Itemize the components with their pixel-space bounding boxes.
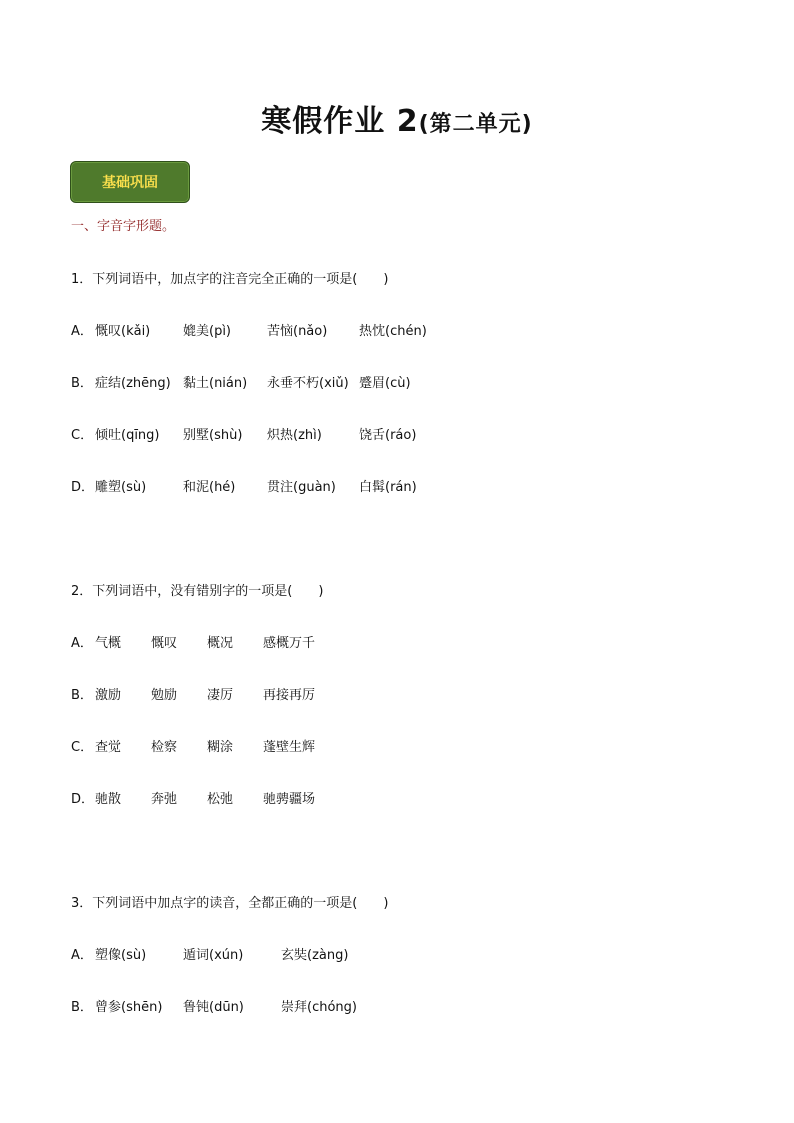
option-item: 慨叹(kǎi)	[95, 324, 151, 339]
question-1-stem: 1．下列词语中，加点字的注音完全正确的一项是( )	[71, 272, 389, 287]
option-item: 永垂不朽(xiǔ)	[267, 376, 349, 391]
option-item: 苦恼(nǎo)	[267, 324, 328, 339]
option-letter: A．	[71, 324, 93, 339]
option-item: 松弛	[207, 792, 234, 807]
option-item: 奔弛	[151, 792, 178, 807]
option-item: 曾参(shēn)	[95, 1000, 163, 1015]
option-letter: A．	[71, 948, 93, 963]
option-item: 检察	[151, 740, 178, 755]
option-letter: B．	[71, 376, 93, 391]
option-item: 塑像(sù)	[95, 948, 147, 963]
question-3-option-b	[71, 996, 771, 1016]
title-sub: (第二单元)	[418, 112, 533, 137]
option-item: 气概	[95, 636, 122, 651]
option-letter: B．	[71, 1000, 93, 1015]
question-3-option-a	[71, 944, 771, 964]
question-1-option-a	[71, 320, 771, 340]
option-item: 崇拜(chóng)	[281, 1000, 357, 1015]
option-item: 热忱(chén)	[359, 324, 427, 339]
option-item: 蹙眉(cù)	[359, 376, 411, 391]
question-1-option-c	[71, 424, 771, 444]
question-1-option-d	[71, 476, 771, 496]
option-letter: C．	[71, 740, 94, 755]
option-item: 倾吐(qīng)	[95, 428, 160, 443]
option-item: 别墅(shù)	[183, 428, 243, 443]
option-letter: D．	[71, 792, 95, 807]
option-letter: A．	[71, 636, 93, 651]
option-item: 鲁钝(dūn)	[183, 1000, 244, 1015]
page-title	[0, 96, 794, 140]
option-item: 遁词(xún)	[183, 948, 244, 963]
option-item: 症结(zhēng)	[95, 376, 171, 391]
title-main: 寒假作业 2	[261, 104, 419, 139]
option-item: 驰骋疆场	[263, 792, 316, 807]
option-item: 慨叹	[151, 636, 178, 651]
section-badge: 基础巩固	[70, 161, 190, 203]
option-item: 媲美(pì)	[183, 324, 232, 339]
option-item: 激励	[95, 688, 122, 703]
question-1-option-b	[71, 372, 771, 392]
option-item: 感概万千	[263, 636, 316, 651]
option-item: 凄厉	[207, 688, 234, 703]
option-item: 白髯(rán)	[359, 480, 417, 495]
question-2-option-c	[71, 736, 771, 756]
option-item: 贯注(guàn)	[267, 480, 336, 495]
option-item: 再接再厉	[263, 688, 316, 703]
option-item: 查觉	[95, 740, 122, 755]
question-2-stem: 2．下列词语中，没有错别字的一项是( )	[71, 584, 324, 599]
question-2-option-a	[71, 632, 771, 652]
question-2-option-d	[71, 788, 771, 808]
option-letter: B．	[71, 688, 93, 703]
option-item: 炽热(zhì)	[267, 428, 322, 443]
option-item: 玄奘(zàng)	[281, 948, 349, 963]
question-3-stem: 3．下列词语中加点字的读音，全都正确的一项是( )	[71, 896, 389, 911]
option-item: 概况	[207, 636, 234, 651]
option-item: 雕塑(sù)	[95, 480, 147, 495]
option-item: 和泥(hé)	[183, 480, 236, 495]
option-item: 黏土(nián)	[183, 376, 248, 391]
question-2-option-b	[71, 684, 771, 704]
option-letter: D．	[71, 480, 95, 495]
option-item: 蓬壁生辉	[263, 740, 316, 755]
option-item: 驰散	[95, 792, 122, 807]
section-heading: 一、字音字形题。	[71, 219, 176, 234]
option-letter: C．	[71, 428, 94, 443]
option-item: 勉励	[151, 688, 178, 703]
option-item: 糊涂	[207, 740, 234, 755]
option-item: 饶舌(ráo)	[359, 428, 417, 443]
